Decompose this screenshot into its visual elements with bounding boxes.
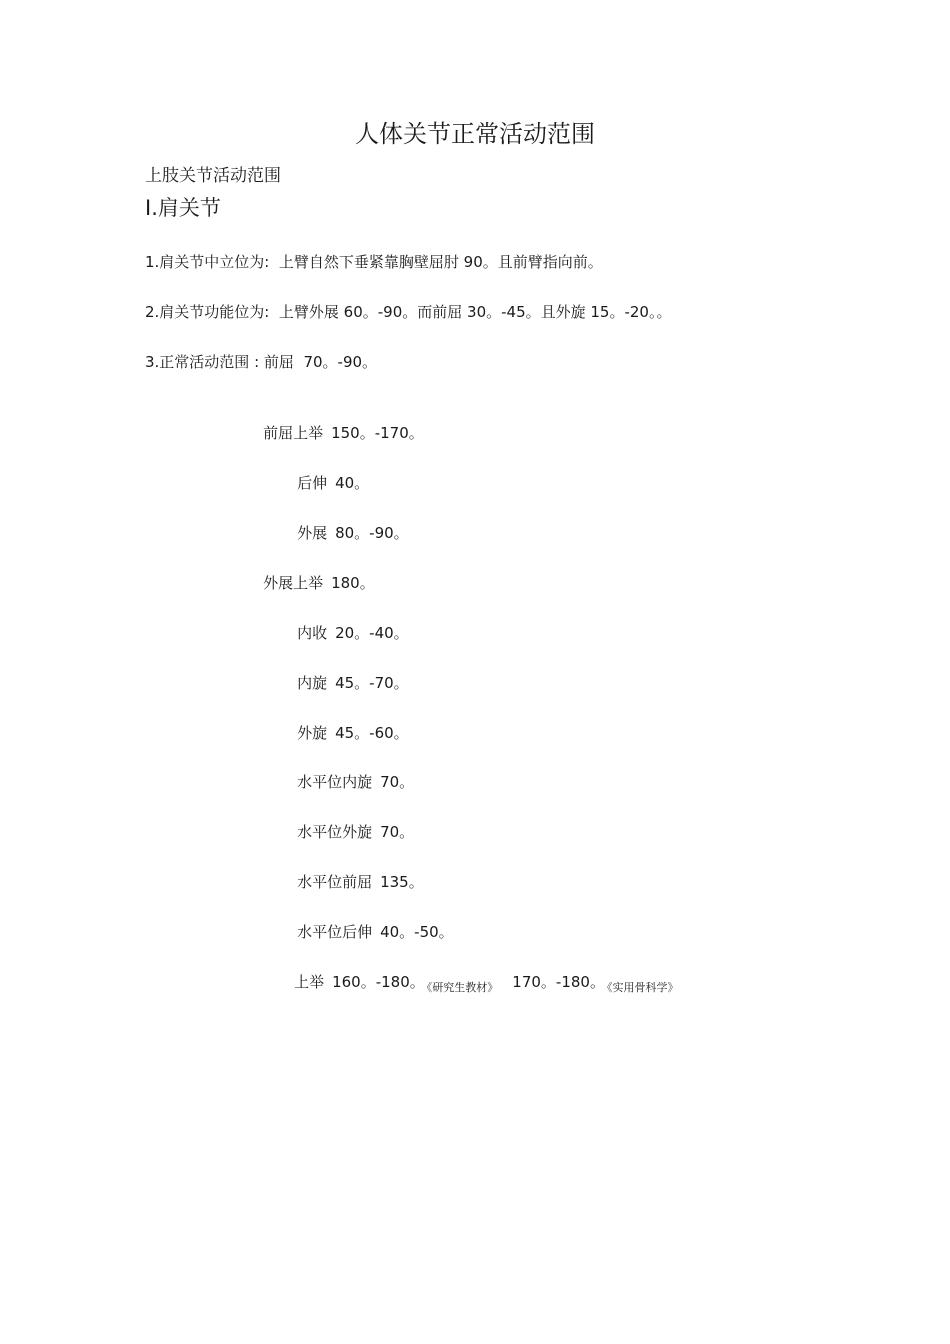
range-row-elevation — [275, 949, 678, 1021]
section-heading: I.肩关节 — [145, 196, 221, 220]
range-value-alternate: 170。-180。 — [512, 973, 605, 991]
range-label: 外展上举 — [263, 574, 324, 592]
range-value: 20。-40。 — [335, 624, 409, 642]
range-value: 80。-90。 — [335, 524, 409, 542]
section-subtitle: 上肢关节活动范围 — [145, 166, 281, 186]
range-value: 45。-70。 — [335, 674, 409, 692]
range-value: 180。 — [331, 574, 375, 592]
range-value: 135。 — [380, 873, 424, 891]
range-value: 40。-50。 — [380, 923, 454, 941]
range-value: 45。-60。 — [335, 724, 409, 742]
source-note: 《实用骨科学》 — [606, 981, 679, 994]
range-value: 150。-170。 — [331, 424, 424, 442]
range-label: 后伸 — [297, 474, 328, 492]
range-label: 上举 — [294, 973, 325, 991]
paragraph-normal-range: 3.正常活动范围 : 前屈 70。-90。 — [145, 353, 378, 371]
range-value: 70。 — [380, 773, 415, 791]
range-value-primary: 160。-180。 — [332, 973, 425, 991]
range-label: 外展 — [297, 524, 328, 542]
source-note: 《研究生教材》 — [426, 981, 499, 994]
range-value: 70。 — [380, 823, 415, 841]
paragraph-functional-position: 2.肩关节功能位为: 上臂外展 60。-90。而前屈 30。-45。且外旋 15。-20。。 — [145, 303, 672, 321]
range-label: 水平位后伸 — [297, 923, 373, 941]
range-value: 40。 — [335, 474, 370, 492]
range-label: 水平位外旋 — [297, 823, 373, 841]
document-title: 人体关节正常活动范围 — [355, 120, 595, 148]
range-label: 水平位内旋 — [297, 773, 373, 791]
range-label: 前屈上举 — [263, 424, 324, 442]
paragraph-neutral-position: 1.肩关节中立位为: 上臂自然下垂紧靠胸壁屈肘 90。且前臂指向前。 — [145, 253, 603, 271]
range-label: 水平位前屈 — [297, 873, 373, 891]
range-label: 内收 — [297, 624, 328, 642]
range-label: 外旋 — [297, 724, 328, 742]
range-label: 内旋 — [297, 674, 328, 692]
